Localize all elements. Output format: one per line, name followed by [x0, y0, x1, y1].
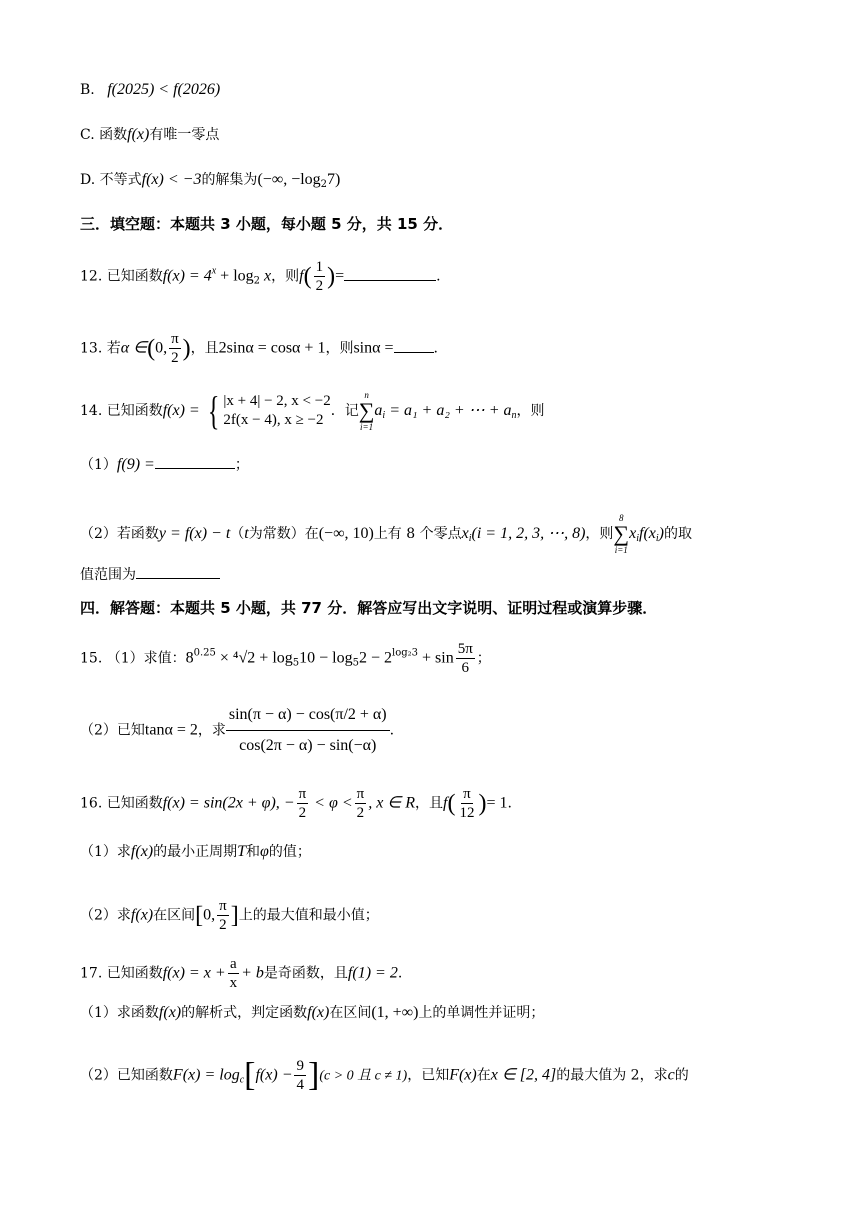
question-text: ，且	[190, 340, 219, 357]
option-label: B.	[80, 82, 95, 98]
question-text: 在区间	[153, 907, 196, 924]
answer-blank	[136, 566, 220, 579]
exponent: x	[211, 265, 217, 277]
index: i	[382, 410, 386, 421]
q12-log: + log	[216, 267, 254, 285]
q14-func: f(x) =	[162, 402, 200, 419]
sum-expansion: = a₁ + a₂ + ⋯ + a	[385, 402, 512, 419]
index: i	[655, 533, 659, 544]
question-number: 16.	[80, 795, 103, 812]
question-text: ，已知	[407, 1067, 450, 1084]
func: f(x)	[307, 1004, 330, 1021]
question-number: 14.	[80, 403, 103, 419]
q14-2-func: y = f(x) − t	[158, 525, 231, 542]
power-term: 2 − 2	[358, 649, 393, 667]
period: .	[433, 340, 438, 357]
question-14-part-2	[80, 513, 692, 555]
question-number: 13.	[80, 340, 103, 357]
q13-target: sinα =	[353, 339, 394, 357]
question-text: 为常数）在	[248, 526, 319, 542]
period: .	[436, 268, 441, 285]
question-text: ，求	[197, 722, 226, 739]
period-var: T	[237, 843, 247, 860]
part-label: （1）求值：	[106, 650, 186, 667]
question-text: ，则	[325, 340, 354, 357]
q13-equation: 2sinα = cosα + 1	[218, 339, 326, 357]
question-14-part-1	[80, 455, 249, 475]
log-base: 5	[292, 657, 300, 669]
func: f(x)	[130, 843, 154, 860]
question-text: 在区间	[329, 1005, 372, 1021]
option-d-math: f(x) < −3	[141, 171, 202, 188]
fraction: $\frac{5\pi}{6}$	[457, 641, 473, 676]
question-number: 17.	[80, 965, 103, 982]
base: 8	[185, 649, 194, 667]
question-text: （	[230, 526, 245, 542]
fraction: $\frac{\pi}{12}$	[459, 786, 475, 821]
domain: x ∈ [2, 4]	[490, 1066, 557, 1084]
radical-term: × ⁴√2 + log	[215, 649, 293, 667]
question-15-part-2	[80, 700, 394, 761]
zero-var: x	[461, 525, 469, 542]
exponent: 0.25	[193, 647, 216, 659]
q16-func: f(x) = sin(2x + φ), −	[162, 794, 295, 812]
func-name: f	[443, 794, 448, 812]
interval-start: 0,	[155, 339, 168, 357]
part-label: （1）求	[80, 844, 131, 860]
question-text: ，则	[516, 403, 545, 419]
piecewise-cases: { |x + 4| − 2, x < −2 2f(x − 4), x ≥ −2	[208, 388, 331, 433]
question-text: 和	[246, 844, 261, 860]
option-b	[80, 80, 220, 100]
question-17-part-2	[80, 1057, 689, 1094]
bracket-close: ]	[307, 1056, 320, 1094]
question-text: 已知函数	[106, 403, 163, 419]
inner-expr: f(x) −	[255, 1066, 293, 1084]
q12-func: f(x) = 4	[162, 267, 212, 285]
fraction: $\frac{\pi}{2}$	[171, 331, 179, 366]
option-b-math: f(2025) < f(2026)	[107, 81, 221, 98]
index: i	[636, 533, 639, 544]
question-text: ，则	[271, 268, 300, 285]
var-t: t	[244, 525, 249, 542]
log-base: 5	[352, 657, 359, 669]
F-func: F(x)	[449, 1066, 477, 1084]
question-16-part-1	[80, 842, 311, 862]
log-term: 10 − log	[299, 649, 353, 667]
index: n	[511, 410, 517, 421]
func-name: f	[299, 267, 304, 285]
q17-b: + b	[241, 964, 264, 982]
fraction: $\frac{\pi}{2}$	[298, 786, 307, 821]
q17-condition: f(1) = 2	[347, 964, 398, 982]
question-17-part-1	[80, 1003, 544, 1023]
question-text: 上的最大值和最小值；	[238, 907, 379, 924]
index: i	[468, 533, 472, 544]
question-text: 已知函数	[106, 965, 163, 982]
part-label: （1）求函数	[80, 1005, 159, 1021]
func: f(x)	[158, 1004, 182, 1021]
question-text: 的最大值为 2，求	[556, 1067, 668, 1084]
question-text: 值范围为	[80, 567, 136, 583]
option-d-interval-end: 7)	[327, 171, 341, 188]
q13-alpha: α ∈	[120, 339, 148, 357]
case-2: 2f(x − 4), x ≥ −2	[223, 412, 324, 428]
phi-var: φ	[260, 843, 269, 860]
q14-2-interval: (−∞, 10)	[318, 525, 374, 542]
question-12: 12. 已知函数$f(x) = 4^x + \log_2 x$，则f( $\frac{1}{2}$ )= .	[80, 259, 441, 294]
option-d-interval: (−∞, −log	[257, 171, 321, 188]
func: f(x)	[130, 906, 154, 924]
question-text: 的	[674, 1067, 689, 1084]
option-c-math: f(x)	[127, 126, 150, 143]
log-base: 2	[253, 275, 261, 287]
option-label: D.	[80, 172, 96, 188]
interval-start: 0,	[203, 906, 216, 924]
fraction: $\frac{a}{x}$	[229, 956, 238, 991]
section-heading-solutions: 四．解答题：本题共 5 小题，共 77 分．解答应写出文字说明、证明过程或演算步骤．	[80, 599, 658, 617]
question-text: 已知函数	[106, 268, 163, 285]
question-17	[80, 955, 402, 992]
fraction: $\frac{1}{2}$	[315, 259, 324, 294]
part-label: （2）求	[80, 907, 131, 924]
period: .	[389, 722, 395, 739]
fraction: $\frac{9}{4}$	[296, 1058, 304, 1093]
answer-blank	[394, 340, 434, 353]
sin-term: + sin	[418, 649, 454, 667]
answer-blank	[155, 456, 235, 469]
equals: =	[335, 267, 345, 285]
question-text: 已知函数	[106, 795, 163, 812]
domain: , x ∈ R	[368, 794, 416, 812]
q12-var: x	[260, 267, 272, 285]
option-d-text: 不等式	[99, 172, 142, 188]
option-label: C.	[80, 127, 95, 143]
question-text: 的取	[663, 526, 692, 542]
question-13: 13. 若α ∈(0, $\frac{\pi}{2}$ )，且2sinα = cosα + 1，则sinα = .	[80, 331, 438, 366]
sum-term: x	[629, 525, 637, 542]
question-14	[80, 390, 545, 432]
paren: )	[658, 525, 664, 542]
log-base: c	[239, 1074, 245, 1086]
question-15-part-1	[80, 640, 491, 677]
log-base: 2	[320, 179, 328, 190]
question-16: 16. 已知函数f(x) = sin(2x + φ), − $\frac{\pi}{2}$ < φ < $\frac{\pi}{2}$ , x ∈ R，且f( $\frac{\pi}{12}$ )= 1.	[80, 786, 512, 821]
var-c: c	[667, 1066, 675, 1084]
answer-blank	[344, 268, 436, 281]
question-text: 若	[106, 340, 121, 357]
base-condition: (c > 0 且 c ≠ 1)	[319, 1068, 408, 1084]
big-fraction: $\frac{\sin(\pi - \alpha) - \cos(\pi/2 + \alpha)}{\cos(2\pi - \alpha) - \sin(-\alpha)}$	[226, 700, 390, 761]
sum-term: a	[374, 402, 383, 419]
question-text: 在	[476, 1067, 491, 1084]
q17-func: f(x) = x +	[162, 964, 226, 982]
period: .	[397, 965, 403, 982]
period: .	[507, 795, 512, 812]
question-text: ，且	[415, 795, 444, 812]
question-number: 15.	[80, 650, 103, 667]
question-text: 上有 8 个零点	[373, 526, 462, 542]
question-text: 上的单调性并证明；	[418, 1005, 545, 1021]
summation: 8 ∑ i=1	[613, 513, 630, 555]
question-number: 12.	[80, 268, 103, 285]
option-d	[80, 170, 340, 195]
option-d-text-mid: 的解集为	[201, 172, 258, 188]
F-func: F(x) = log	[172, 1066, 240, 1084]
fraction: $\frac{\pi}{2}$	[219, 898, 227, 933]
question-text: 的解析式，判定函数	[181, 1005, 308, 1021]
question-text: 的值；	[268, 844, 311, 860]
question-text: 是奇函数，且	[263, 965, 348, 982]
part-label: （2）若函数	[80, 526, 159, 542]
option-c-text-post: 有唯一零点	[149, 127, 220, 143]
index-range: (i = 1, 2, 3, ⋯, 8)	[471, 525, 586, 542]
question-text: ，则	[585, 526, 614, 542]
question-text: 的最小正周期	[153, 844, 238, 860]
semicolon: ；	[234, 457, 249, 473]
part-label: （1）	[80, 457, 117, 473]
sum-func: f(x	[639, 525, 656, 542]
equals-one: = 1	[486, 794, 508, 812]
tan-condition: tanα = 2	[144, 721, 198, 739]
question-text: ．记	[330, 403, 359, 419]
option-c-text: 函数	[99, 127, 128, 143]
exponent: log₂3	[392, 647, 419, 659]
case-1: |x + 4| − 2, x < −2	[223, 393, 331, 409]
semicolon: ；	[476, 650, 491, 667]
fraction: $\frac{\pi}{2}$	[356, 786, 365, 821]
section-heading-fill-in: 三．填空题：本题共 3 小题，每小题 5 分，共 15 分．	[80, 215, 454, 233]
part-label: （2）已知函数	[80, 1067, 173, 1084]
part-label: （2）已知	[80, 722, 145, 739]
question-14-part-2-cont	[80, 565, 220, 585]
phi-range: < φ <	[310, 794, 353, 812]
option-c	[80, 125, 219, 145]
bracket-open: [	[244, 1056, 256, 1094]
q14-1-expr: f(9) =	[116, 456, 155, 473]
summation: n ∑ i=1	[358, 390, 375, 432]
interval: (1, +∞)	[371, 1004, 419, 1021]
question-16-part-2: （2）求f(x)在区间[0, $\frac{\pi}{2}$ ]上的最大值和最小值；	[80, 898, 379, 933]
